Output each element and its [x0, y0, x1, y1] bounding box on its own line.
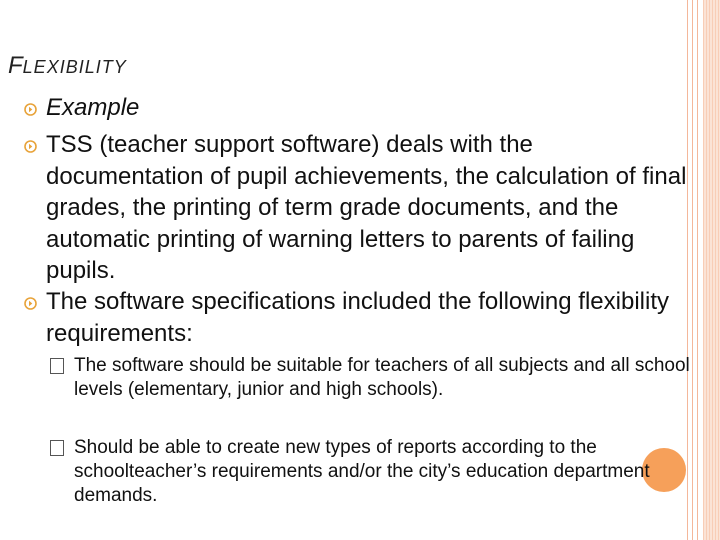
sub-bullet-text: Should be able to create new types of reports according to the schoolteacher’s requirements and/or the city’s education department demands. — [74, 437, 650, 506]
checkbox-icon — [50, 440, 64, 456]
title-rest: LEXIBILITY — [22, 57, 127, 77]
decorative-rail-band — [703, 0, 720, 540]
bullet-text: The software specifications included the following flexibility requirements: — [46, 288, 669, 347]
circle-arrow-icon — [24, 140, 37, 153]
title-initial: F — [8, 52, 23, 79]
slide-title — [8, 52, 127, 80]
bullet-specifications — [46, 286, 686, 349]
bullet-text: TSS (teacher support software) deals with the documentation of pupil achievements, the calculation of final grades, the printing of term grade documents, and the automatic printing of warning letters to parents of failing pupils. — [46, 131, 687, 284]
bullet-example — [46, 92, 139, 124]
decorative-rail-line — [697, 0, 698, 540]
sub-bullet-reports — [74, 436, 694, 508]
bullet-text: Example — [46, 94, 140, 121]
sub-bullet-suitability — [74, 354, 690, 402]
sub-bullet-text: The software should be suitable for teachers of all subjects and all school levels (elementary, junior and high schools). — [74, 355, 690, 400]
circle-arrow-icon — [24, 297, 37, 310]
circle-arrow-icon — [24, 103, 37, 116]
bullet-tss — [46, 129, 691, 287]
checkbox-icon — [50, 358, 64, 374]
